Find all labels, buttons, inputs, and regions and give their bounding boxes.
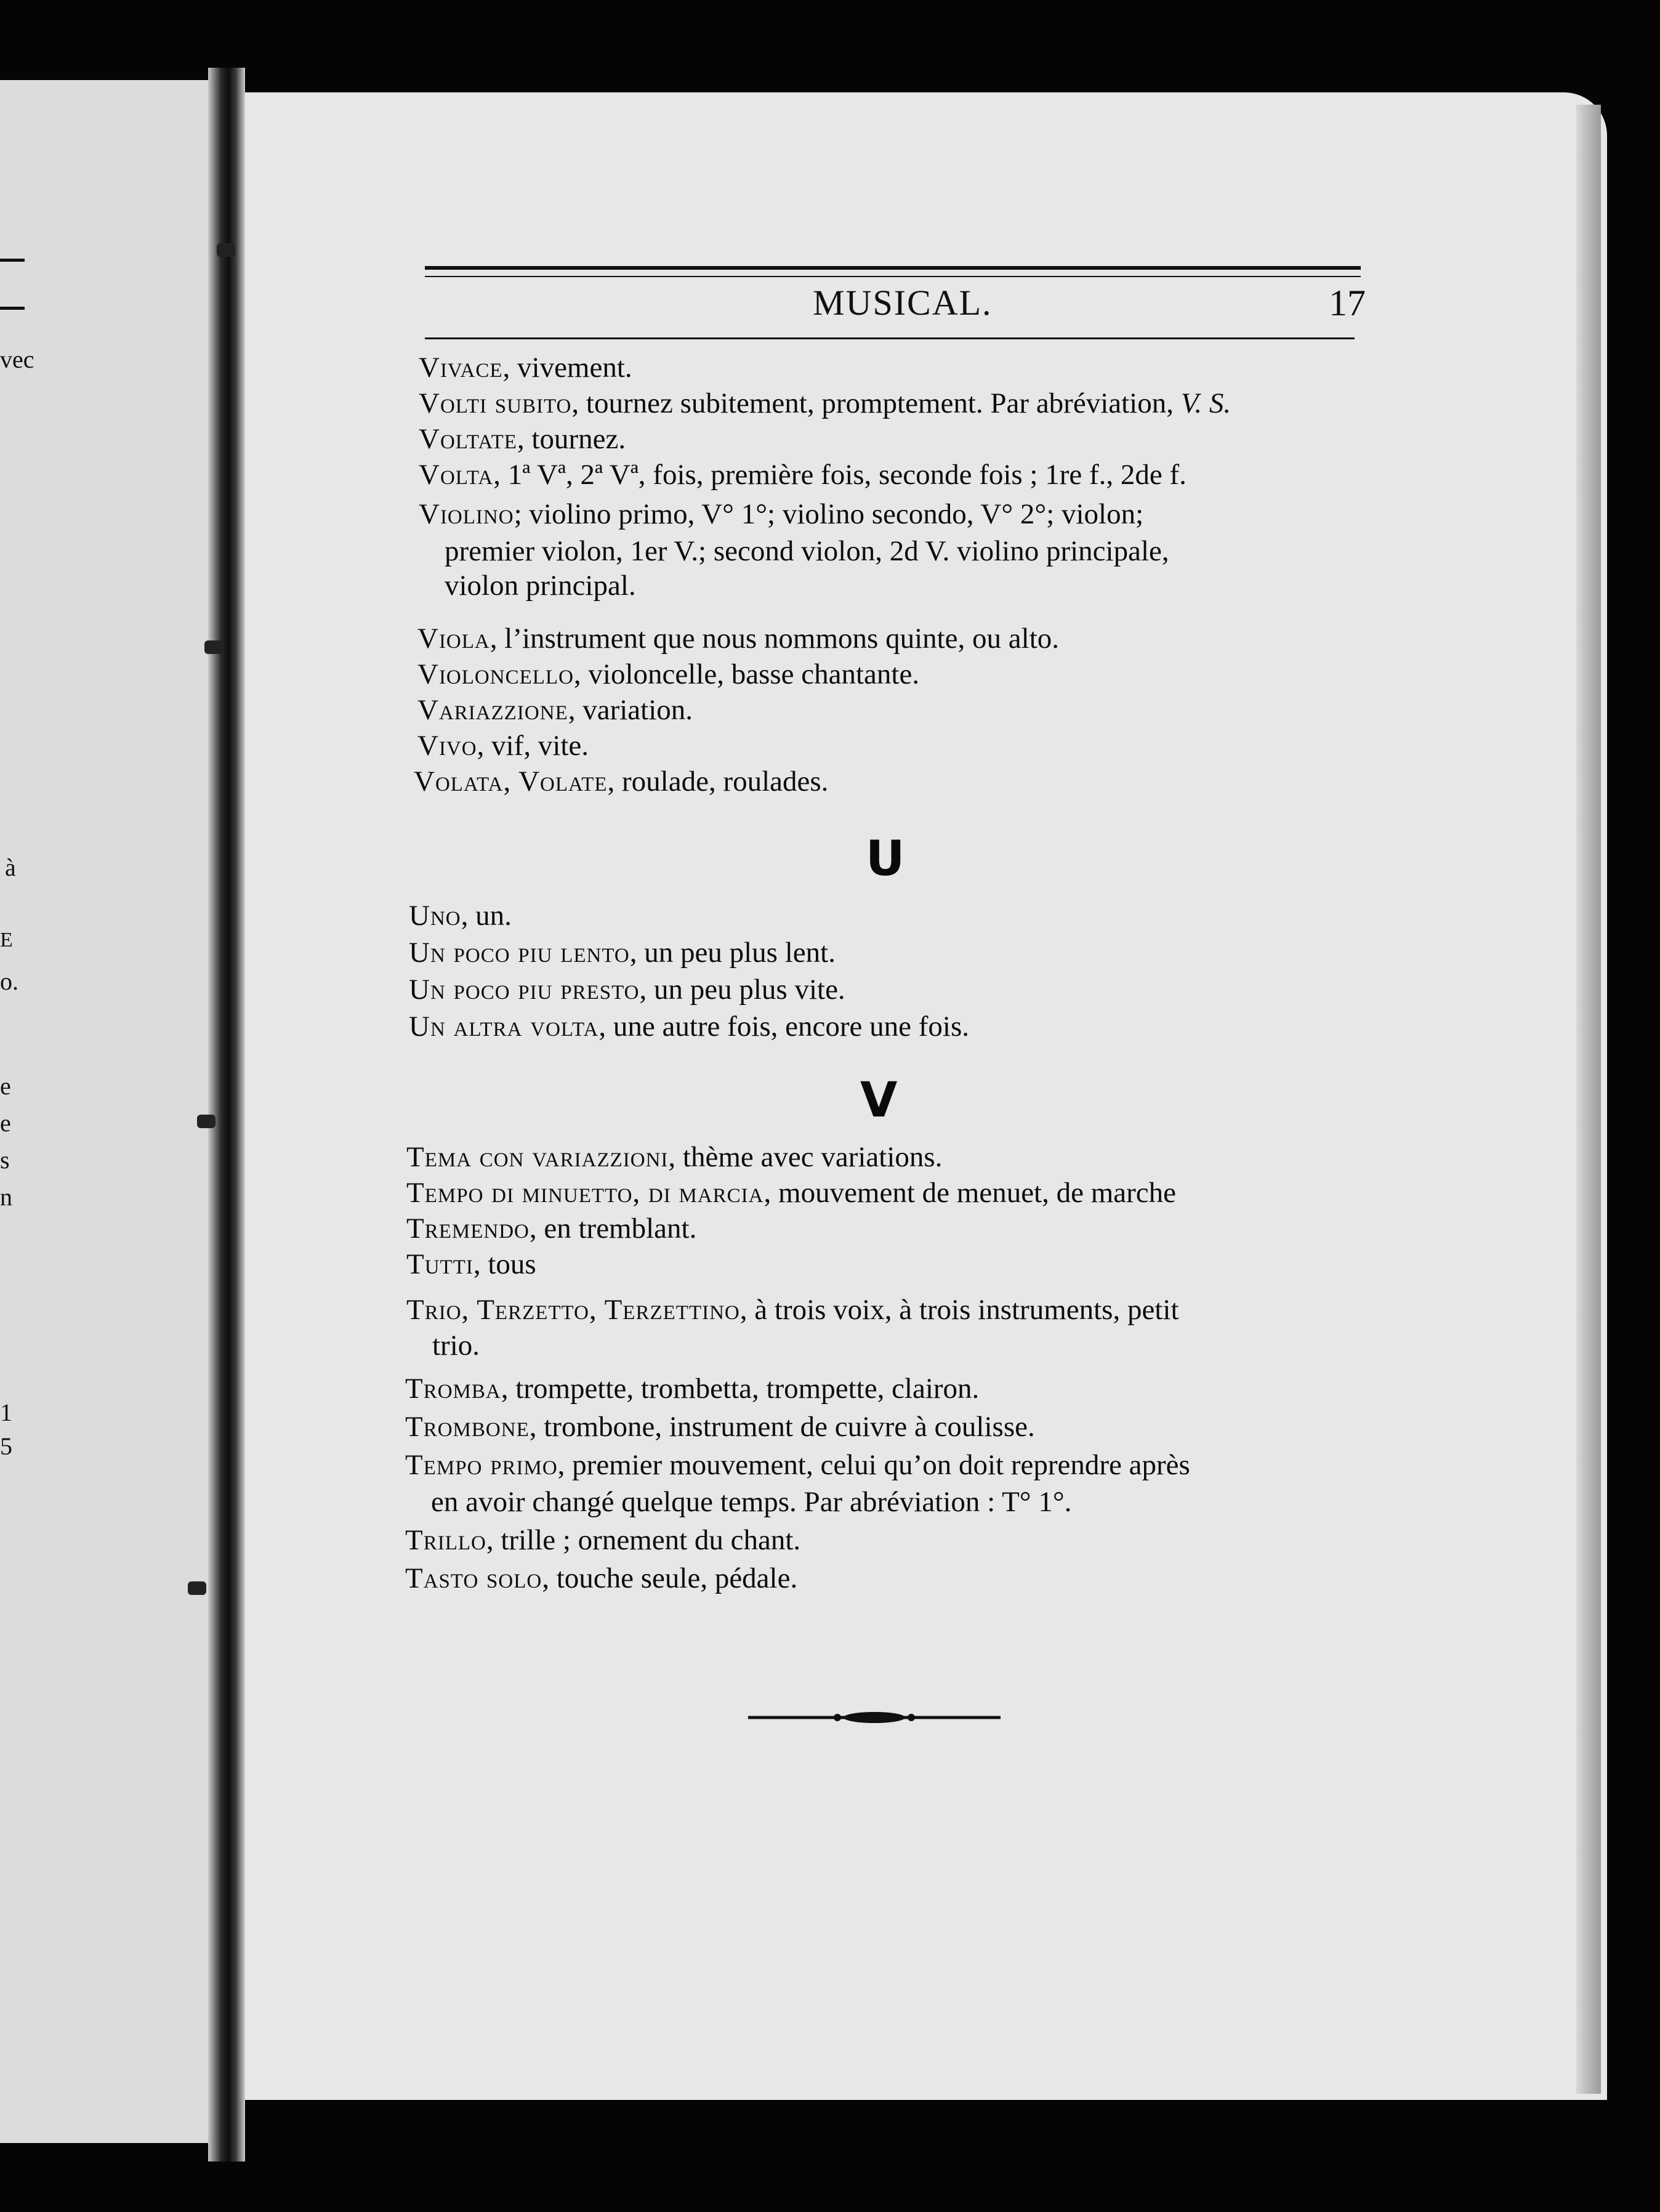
- entry-definition: , variation.: [568, 694, 693, 726]
- glossary-entry: [417, 729, 589, 762]
- entry-term: Volta: [419, 459, 494, 491]
- entry-term: Tempo primo: [405, 1449, 558, 1481]
- entry-term: Tromba: [405, 1373, 501, 1405]
- entry-definition: , à trois voix, à trois instruments, petit: [739, 1294, 1179, 1326]
- entry-definition: , vif, vite.: [477, 730, 589, 762]
- entry-abbreviation: V. S.: [1180, 387, 1231, 419]
- glossary-entry: [417, 658, 919, 691]
- previous-page-fragment: s: [0, 1146, 10, 1174]
- entry-definition: , thème avec variations.: [668, 1141, 943, 1173]
- entry-definition: , en tremblant.: [529, 1213, 697, 1245]
- entry-term: Tempo di minuetto, di marcia: [406, 1177, 764, 1209]
- glossary-entry: [405, 1448, 1190, 1482]
- entry-term: Violoncello: [417, 658, 574, 690]
- entry-term: Variazzione: [417, 694, 568, 726]
- glossary-entry: [431, 1485, 1071, 1519]
- entry-definition: , roulade, roulades.: [607, 765, 829, 797]
- entry-definition: trio.: [432, 1330, 480, 1362]
- entry-definition: , mouvement de menuet, de marche: [764, 1177, 1177, 1209]
- entry-definition: , trille ; ornement du chant.: [486, 1524, 801, 1556]
- glossary-entry: [405, 1524, 800, 1557]
- page-number: 17: [1329, 283, 1366, 323]
- glossary-entry: [445, 535, 1169, 568]
- glossary-entry: [409, 899, 512, 932]
- entry-definition: , touche seule, pédale.: [542, 1562, 798, 1594]
- entry-definition: , 1ª Vª, 2ª Vª, fois, première fois, seconde fois ; 1re f., 2de f.: [493, 459, 1187, 491]
- section-heading-u: U: [866, 831, 905, 887]
- glossary-entry: [419, 422, 626, 456]
- entry-definition: , tous: [473, 1248, 536, 1280]
- entry-definition: premier violon, 1er V.; second violon, 2d V. violino principale,: [445, 535, 1169, 567]
- entry-term: Volata, Volate: [414, 765, 608, 797]
- glossary-entry: [406, 1293, 1179, 1326]
- entry-definition: , trombone, instrument de cuivre à coulisse.: [529, 1411, 1035, 1443]
- glossary-entry: [406, 1248, 536, 1281]
- glossary-entry: [419, 351, 632, 384]
- entry-definition: , l’instrument que nous nommons quinte, ou alto.: [490, 623, 1060, 655]
- previous-page-fragment: à: [5, 854, 16, 881]
- entry-definition: violon principal.: [445, 570, 636, 602]
- entry-term: Viola: [417, 623, 490, 655]
- glossary-entry: [419, 498, 1143, 531]
- entry-definition: , premier mouvement, celui qu’on doit reprendre après: [557, 1449, 1190, 1481]
- glossary-entry: [417, 693, 693, 727]
- entry-term: Tutti: [406, 1248, 473, 1280]
- previous-page-fragment: n: [0, 1183, 12, 1211]
- glossary-entry: [409, 1010, 969, 1043]
- entry-term: Vivo: [417, 730, 477, 762]
- previous-page-fragment: E: [0, 929, 13, 951]
- previous-page-fragment: o.: [0, 967, 18, 995]
- glossary-entry: [406, 1212, 696, 1245]
- entry-term: Voltate: [419, 423, 517, 455]
- entry-term: Violino: [419, 498, 514, 530]
- entry-term: Uno: [409, 900, 461, 932]
- entry-definition: , un.: [461, 900, 512, 932]
- previous-page-fragment: vec: [0, 345, 34, 373]
- glossary-entry: [409, 973, 845, 1006]
- section-heading-v: V: [860, 1073, 898, 1128]
- entry-definition: , un peu plus lent.: [629, 937, 836, 969]
- glossary-entry: [419, 387, 1231, 420]
- glossary-entry: [405, 1372, 979, 1405]
- entry-definition: , vivement.: [502, 352, 632, 384]
- glossary-entry: [405, 1562, 797, 1595]
- entry-term: Un altra volta: [409, 1011, 599, 1043]
- previous-page-fragment: e: [0, 1109, 11, 1137]
- glossary-entry: [432, 1329, 480, 1362]
- end-ornament: [748, 1710, 1001, 1725]
- glossary-entry: [406, 1140, 942, 1174]
- entry-term: Tema con variazzioni: [406, 1141, 669, 1173]
- entry-term: Trillo: [405, 1524, 486, 1556]
- entry-term: Un poco piu presto: [409, 974, 640, 1006]
- entry-definition: , tournez.: [517, 423, 626, 455]
- entry-definition: en avoir changé quelque temps. Par abréviation : T° 1°.: [431, 1486, 1072, 1518]
- glossary-entry: [405, 1410, 1035, 1443]
- entry-definition: , tournez subitement, promptement. Par abréviation,: [571, 387, 1181, 419]
- glossary-entry: [409, 936, 836, 969]
- entry-term: Trio, Terzetto, Terzettino: [406, 1294, 740, 1326]
- glossary-entry: [414, 765, 828, 798]
- entry-term: Vivace: [419, 352, 503, 384]
- previous-page-fragment: 5: [0, 1432, 12, 1460]
- entry-term: Tremendo: [406, 1213, 530, 1245]
- entry-definition: ; violino primo, V° 1°; violino secondo, V° 2°; violon;: [514, 498, 1144, 530]
- previous-page-fragment: e: [0, 1072, 11, 1100]
- previous-page-fragment: 1: [0, 1399, 12, 1426]
- entry-term: Volti subito: [419, 387, 572, 419]
- running-title: MUSICAL.: [813, 283, 993, 323]
- glossary-entry: [445, 569, 636, 602]
- glossary-entry: [417, 622, 1059, 655]
- entry-term: Un poco piu lento: [409, 937, 630, 969]
- glossary-entry: [406, 1176, 1176, 1209]
- glossary-entry: [419, 458, 1187, 491]
- entry-term: Trombone: [405, 1411, 530, 1443]
- entry-definition: , une autre fois, encore une fois.: [598, 1011, 970, 1043]
- entry-term: Tasto solo: [405, 1562, 542, 1594]
- entry-definition: , un peu plus vite.: [639, 974, 845, 1006]
- entry-definition: , trompette, trombetta, trompette, clairon.: [501, 1373, 980, 1405]
- entry-definition: , violoncelle, basse chantante.: [573, 658, 920, 690]
